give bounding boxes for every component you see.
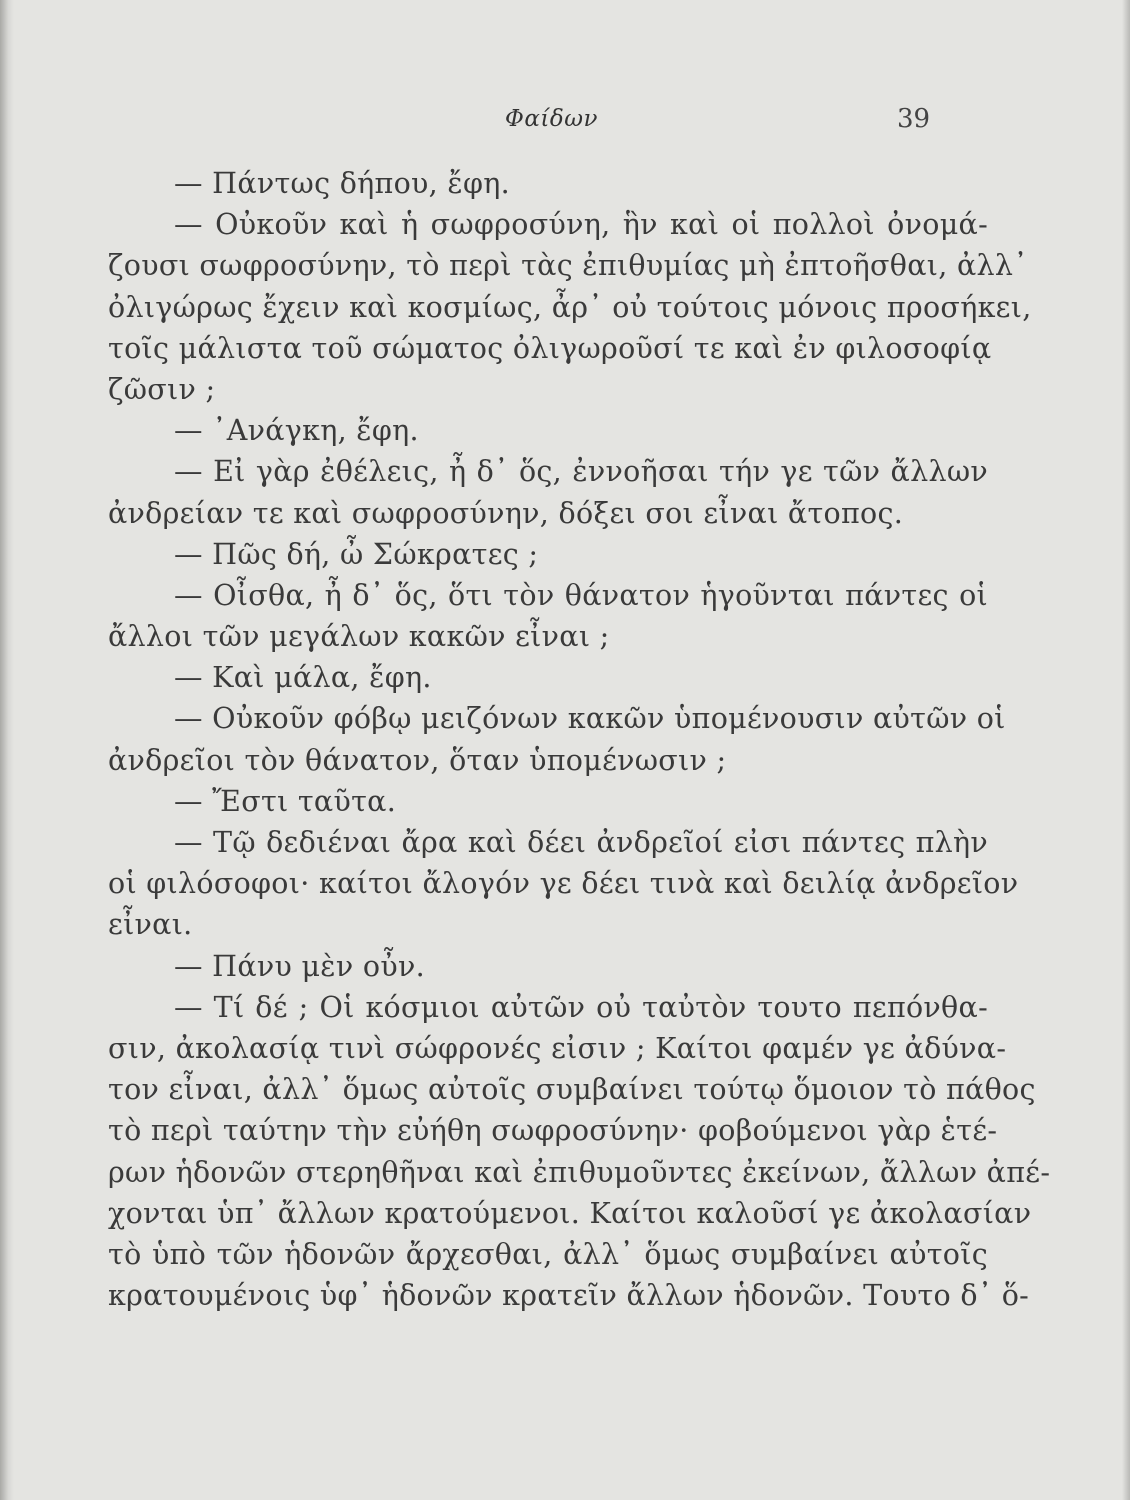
- text-line: — ᾽Ανάγκη, ἔφη.: [174, 414, 419, 448]
- text-line: — Ἔστι ταῦτα.: [174, 784, 397, 818]
- text-line: ρων ἡδονῶν στερηθῆναι καὶ ἐπιθυμοῦντες ἐκείνων, ἄλλων ἀπέ-: [108, 1155, 1051, 1189]
- text-line: οἱ φιλόσοφοι· καίτοι ἄλογόν γε δέει τινὰ καὶ δειλίᾳ ἀνδρεῖον: [108, 867, 1019, 901]
- text-line: σιν, ἀκολασίᾳ τινὶ σώφρονές εἰσιν ; Καίτοι φαμέν γε ἀδύνα-: [108, 1031, 1007, 1065]
- text-body: [108, 163, 1051, 1316]
- text-line: κρατουμένοις ὑφ᾽ ἡδονῶν κρατεῖν ἄλλων ἡδονῶν. Τουτο δ᾽ ὅ-: [108, 1279, 1030, 1313]
- text-line: τοῖς μάλιστα τοῦ σώματος ὀλιγωροῦσί τε καὶ ἐν φιλοσοφίᾳ: [108, 331, 992, 365]
- text-line: ἀνδρεῖοι τὸν θάνατον, ὅταν ὑπομένωσιν ;: [108, 743, 727, 777]
- text-line: εἶναι.: [108, 908, 193, 942]
- running-title: Φαίδων: [505, 106, 598, 132]
- page-header: [0, 100, 1130, 140]
- text-line: ἀνδρείαν τε καὶ σωφροσύνην, δόξει σοι εἶναι ἄτοπος.: [108, 496, 904, 530]
- text-line: ὀλιγώρως ἔχειν καὶ κοσμίως, ἆρ᾽ οὐ τούτοις μόνοις προσήκει,: [108, 290, 1032, 324]
- text-line: χονται ὑπ᾽ ἄλλων κρατούμενοι. Καίτοι καλοῦσί γε ἀκολασίαν: [108, 1196, 1032, 1230]
- page-edge-right: [1122, 0, 1130, 1500]
- text-line: — Οἶσθα, ἦ δ᾽ ὅς, ὅτι τὸν θάνατον ἡγοῦνται πάντες οἱ: [174, 578, 988, 612]
- text-line: — Πάντως δήπου, ἔφη.: [174, 167, 510, 200]
- text-line: — Οὐκοῦν καὶ ἡ σωφροσύνη, ἣν καὶ οἱ πολλοὶ ὀνομά-: [174, 208, 988, 242]
- text-line: ζῶσιν ;: [108, 372, 216, 406]
- text-line: — Καὶ μάλα, ἔφη.: [174, 661, 432, 695]
- text-line: ἄλλοι τῶν μεγάλων κακῶν εἶναι ;: [108, 620, 610, 654]
- text-line: — Πῶς δή, ὦ Σώκρατες ;: [174, 537, 539, 571]
- text-line: τον εἶναι, ἀλλ᾽ ὅμως αὐτοῖς συμβαίνει τούτῳ ὅμοιον τὸ πάθος: [108, 1073, 1036, 1107]
- text-line: — Τί δέ ; Οἱ κόσμιοι αὐτῶν οὐ ταὐτὸν τουτο πεπόνθα-: [174, 990, 988, 1024]
- page-edge-shadow: [0, 0, 14, 1500]
- text-line: τὸ ὑπὸ τῶν ἡδονῶν ἄρχεσθαι, ἀλλ᾽ ὅμως συμβαίνει αὐτοῖς: [108, 1237, 988, 1271]
- text-line: ζουσι σωφροσύνην, τὸ περὶ τὰς ἐπιθυμίας μὴ ἐπτοῆσθαι, ἀλλ᾽: [108, 249, 1028, 283]
- text-line: τὸ περὶ ταύτην τὴν εὐήθη σωφροσύνην· φοβούμενοι γὰρ ἑτέ-: [108, 1114, 998, 1148]
- text-line: — Οὐκοῦν φόβῳ μειζόνων κακῶν ὑπομένουσιν αὐτῶν οἱ: [174, 702, 1006, 736]
- text-line: — Πάνυ μὲν οὖν.: [174, 949, 425, 983]
- text-line: — Τῷ δεδιέναι ἄρα καὶ δέει ἀνδρεῖοί εἰσι πάντες πλὴν: [174, 826, 988, 859]
- page-number: 39: [897, 104, 931, 134]
- text-line: — Εἰ γὰρ ἐθέλεις, ἦ δ᾽ ὅς, ἐννοῆσαι τήν γε τῶν ἄλλων: [174, 455, 988, 489]
